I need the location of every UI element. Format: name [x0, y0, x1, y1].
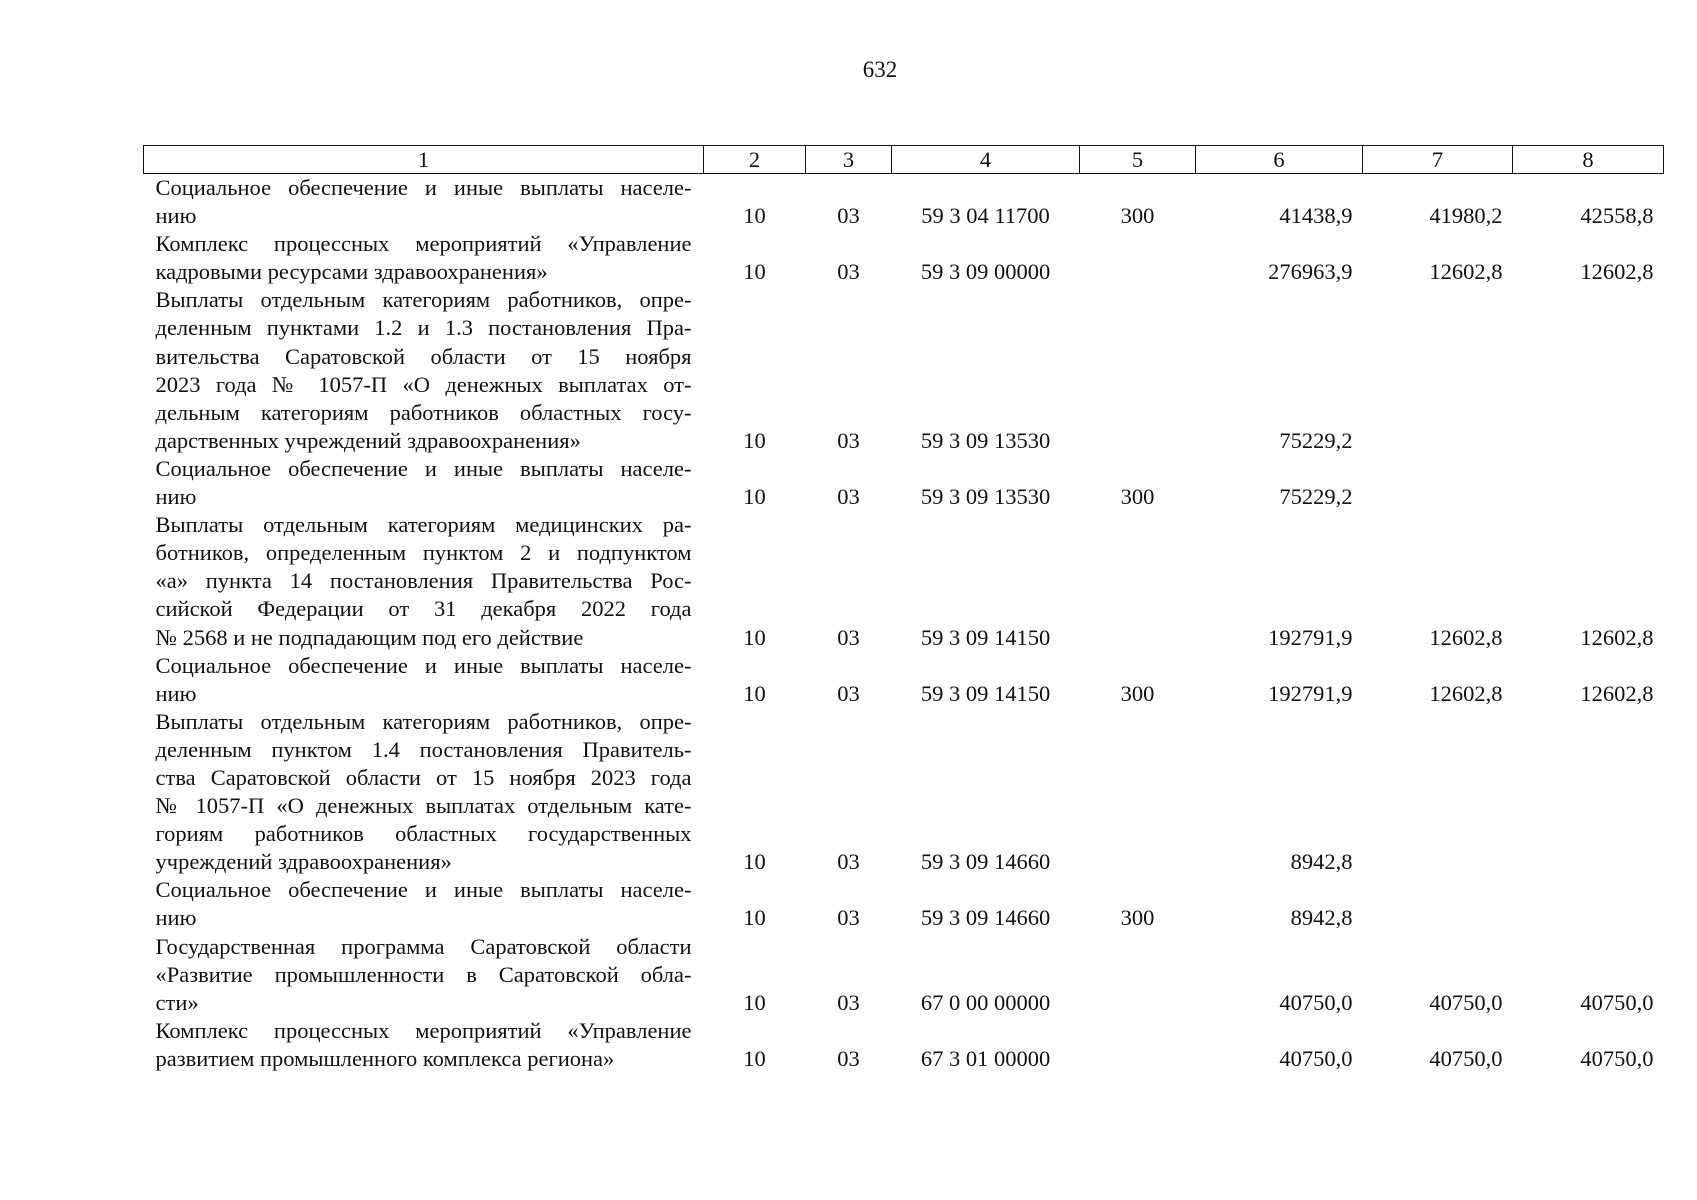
cell-amount-3	[1513, 876, 1664, 932]
cell-amount-3: 12602,8	[1580, 259, 1654, 285]
cell-target-code: 59 3 04 11700	[921, 203, 1050, 229]
item-name-line: развитием промышленного комплекса региона»	[155, 1045, 615, 1071]
cell-subsection: 03	[837, 484, 860, 510]
cell-amount-1: 192791,9	[1268, 624, 1353, 650]
cell-target-code: 67 3 01 00000	[920, 1045, 1051, 1071]
header-col-1: 1	[144, 146, 704, 174]
page-number: 632	[862, 57, 898, 82]
cell-amount-1: 75229,2	[1279, 427, 1353, 453]
cell-amount-1: 8942,8	[1290, 905, 1353, 931]
cell-section: 10	[743, 989, 766, 1015]
cell-amount-2: 40750,0	[1429, 1045, 1503, 1071]
cell-item-name	[144, 708, 704, 877]
budget-table	[143, 145, 1664, 1073]
item-name-line: нию	[155, 203, 197, 229]
cell-amount-2	[1363, 286, 1513, 455]
table-body	[144, 174, 1664, 1074]
item-name-line: Выплаты отдельным категориям работников, опре-	[155, 287, 692, 313]
table-row	[144, 652, 1664, 708]
cell-subsection: 03	[837, 259, 860, 285]
cell-amount-3: 40750,0	[1580, 1045, 1654, 1071]
cell-section: 10	[743, 680, 766, 706]
table-row	[144, 933, 1664, 1017]
item-name-line: Социальное обеспечение и иные выплаты населе-	[155, 455, 692, 481]
item-name-line: № 1057-П «О денежных выплатах отдельным кате-	[155, 793, 692, 819]
item-name-line: Выплаты отдельным категориям медицинских ра-	[155, 512, 692, 538]
item-name-line: гориям работников областных государственных	[155, 821, 692, 847]
cell-item-name	[144, 876, 704, 932]
cell-expense-type: 300	[1120, 680, 1155, 706]
cell-target-code: 59 3 09 13530	[920, 427, 1051, 453]
cell-amount-2	[1363, 876, 1513, 932]
cell-expense-type	[1080, 933, 1196, 1017]
cell-subsection: 03	[837, 849, 860, 875]
cell-amount-3	[1513, 455, 1664, 511]
header-col-3: 3	[806, 146, 892, 174]
cell-amount-1: 276963,9	[1268, 259, 1353, 285]
cell-subsection: 03	[837, 203, 860, 229]
cell-section: 10	[743, 259, 766, 285]
cell-expense-type	[1080, 708, 1196, 877]
item-name-line: нию	[155, 680, 197, 706]
item-name-line: «а» пункта 14 постановления Правительства Рос-	[155, 568, 692, 594]
cell-expense-type	[1080, 511, 1196, 651]
item-name-line: Государственная программа Саратовской области	[155, 933, 692, 959]
item-name-line: сийской Федерации от 31 декабря 2022 года	[155, 596, 692, 622]
cell-target-code: 59 3 09 14660	[920, 849, 1051, 875]
header-col-2: 2	[704, 146, 806, 174]
item-name-line: вительства Саратовской области от 15 ноября	[155, 343, 692, 369]
cell-target-code: 67 0 00 00000	[920, 989, 1051, 1015]
header-col-7: 7	[1363, 146, 1513, 174]
item-name-line: нию	[155, 484, 197, 510]
item-name-line: кадровыми ресурсами здравоохранения»	[155, 259, 548, 285]
item-name-line: «Развитие промышленности в Саратовской обла-	[155, 961, 692, 987]
cell-target-code: 59 3 09 14150	[920, 624, 1051, 650]
table-row	[144, 230, 1664, 286]
header-col-8: 8	[1513, 146, 1664, 174]
cell-section: 10	[743, 849, 766, 875]
budget-table-container	[143, 145, 1663, 1073]
cell-amount-2: 40750,0	[1429, 989, 1503, 1015]
cell-section: 10	[743, 484, 766, 510]
cell-amount-2: 12602,8	[1429, 624, 1503, 650]
header-row	[144, 146, 1664, 174]
cell-amount-3: 12602,8	[1580, 624, 1654, 650]
cell-section: 10	[743, 203, 766, 229]
cell-subsection: 03	[837, 989, 860, 1015]
cell-expense-type	[1080, 286, 1196, 455]
cell-amount-1: 8942,8	[1290, 849, 1353, 875]
cell-target-code: 59 3 09 14660	[920, 905, 1051, 931]
cell-section: 10	[743, 905, 766, 931]
cell-amount-2: 41980,2	[1429, 203, 1503, 229]
item-name-line: ботников, определенным пунктом 2 и подпунктом	[155, 540, 692, 566]
item-name-line: дарственных учреждений здравоохранения»	[155, 427, 581, 453]
cell-item-name	[144, 652, 704, 708]
cell-section: 10	[743, 1045, 766, 1071]
item-name-line: Социальное обеспечение и иные выплаты населе-	[155, 652, 692, 678]
item-name-line: сти»	[155, 989, 199, 1015]
cell-amount-1: 40750,0	[1279, 1045, 1353, 1071]
cell-amount-2	[1363, 455, 1513, 511]
item-name-line: деленным пунктами 1.2 и 1.3 постановления Пра-	[155, 315, 692, 341]
header-col-5: 5	[1080, 146, 1196, 174]
cell-section: 10	[743, 624, 766, 650]
cell-expense-type	[1080, 230, 1196, 286]
cell-item-name	[144, 174, 704, 231]
cell-expense-type: 300	[1120, 203, 1155, 229]
item-name-line: учреждений здравоохранения»	[155, 849, 452, 875]
cell-target-code: 59 3 09 00000	[920, 259, 1051, 285]
cell-amount-3: 40750,0	[1580, 989, 1654, 1015]
cell-expense-type	[1080, 1017, 1196, 1073]
cell-item-name	[144, 1017, 704, 1073]
table-row	[144, 511, 1664, 651]
table-row	[144, 286, 1664, 455]
item-name-line: дельным категориям работников областных госу-	[155, 399, 692, 425]
cell-expense-type: 300	[1120, 484, 1155, 510]
table-row	[144, 876, 1664, 932]
cell-amount-3	[1513, 286, 1664, 455]
item-name-line: ства Саратовской области от 15 ноября 2023 года	[155, 764, 692, 790]
item-name-line: Социальное обеспечение и иные выплаты населе-	[155, 175, 692, 200]
cell-subsection: 03	[837, 680, 860, 706]
table-row	[144, 455, 1664, 511]
table-header	[144, 146, 1664, 174]
cell-amount-1: 40750,0	[1279, 989, 1353, 1015]
table-row	[144, 1017, 1664, 1073]
cell-subsection: 03	[837, 905, 860, 931]
cell-item-name	[144, 511, 704, 651]
cell-amount-3	[1513, 708, 1664, 877]
item-name-line: Социальное обеспечение и иные выплаты населе-	[155, 877, 692, 903]
cell-target-code: 59 3 09 13530	[920, 484, 1051, 510]
cell-item-name	[144, 286, 704, 455]
cell-subsection: 03	[837, 624, 860, 650]
cell-amount-2: 12602,8	[1429, 259, 1503, 285]
cell-amount-1: 75229,2	[1279, 484, 1353, 510]
item-name-line: нию	[155, 905, 197, 931]
item-name-line: деленным пунктом 1.4 постановления Правитель-	[155, 736, 692, 762]
cell-amount-3: 12602,8	[1580, 680, 1654, 706]
cell-amount-1: 41438,9	[1279, 203, 1353, 229]
cell-target-code: 59 3 09 14150	[920, 680, 1051, 706]
item-name-line: № 2568 и не подпадающим под его действие	[155, 624, 584, 650]
cell-expense-type: 300	[1120, 905, 1155, 931]
table-row	[144, 708, 1664, 877]
cell-subsection: 03	[837, 1045, 860, 1071]
item-name-line: Комплекс процессных мероприятий «Управление	[155, 231, 692, 257]
cell-item-name	[144, 455, 704, 511]
header-col-4: 4	[892, 146, 1080, 174]
cell-amount-3: 42558,8	[1580, 203, 1654, 229]
item-name-line: Выплаты отдельным категориям работников, опре-	[155, 708, 692, 734]
cell-amount-1: 192791,9	[1268, 680, 1353, 706]
item-name-line: Комплекс процессных мероприятий «Управление	[155, 1017, 692, 1043]
cell-amount-2	[1363, 708, 1513, 877]
item-name-line: 2023 года № 1057-П «О денежных выплатах от-	[155, 371, 692, 397]
cell-subsection: 03	[837, 427, 860, 453]
cell-section: 10	[743, 427, 766, 453]
header-col-6: 6	[1196, 146, 1363, 174]
cell-item-name	[144, 933, 704, 1017]
cell-item-name	[144, 230, 704, 286]
cell-amount-2: 12602,8	[1429, 680, 1503, 706]
table-row	[144, 174, 1664, 231]
